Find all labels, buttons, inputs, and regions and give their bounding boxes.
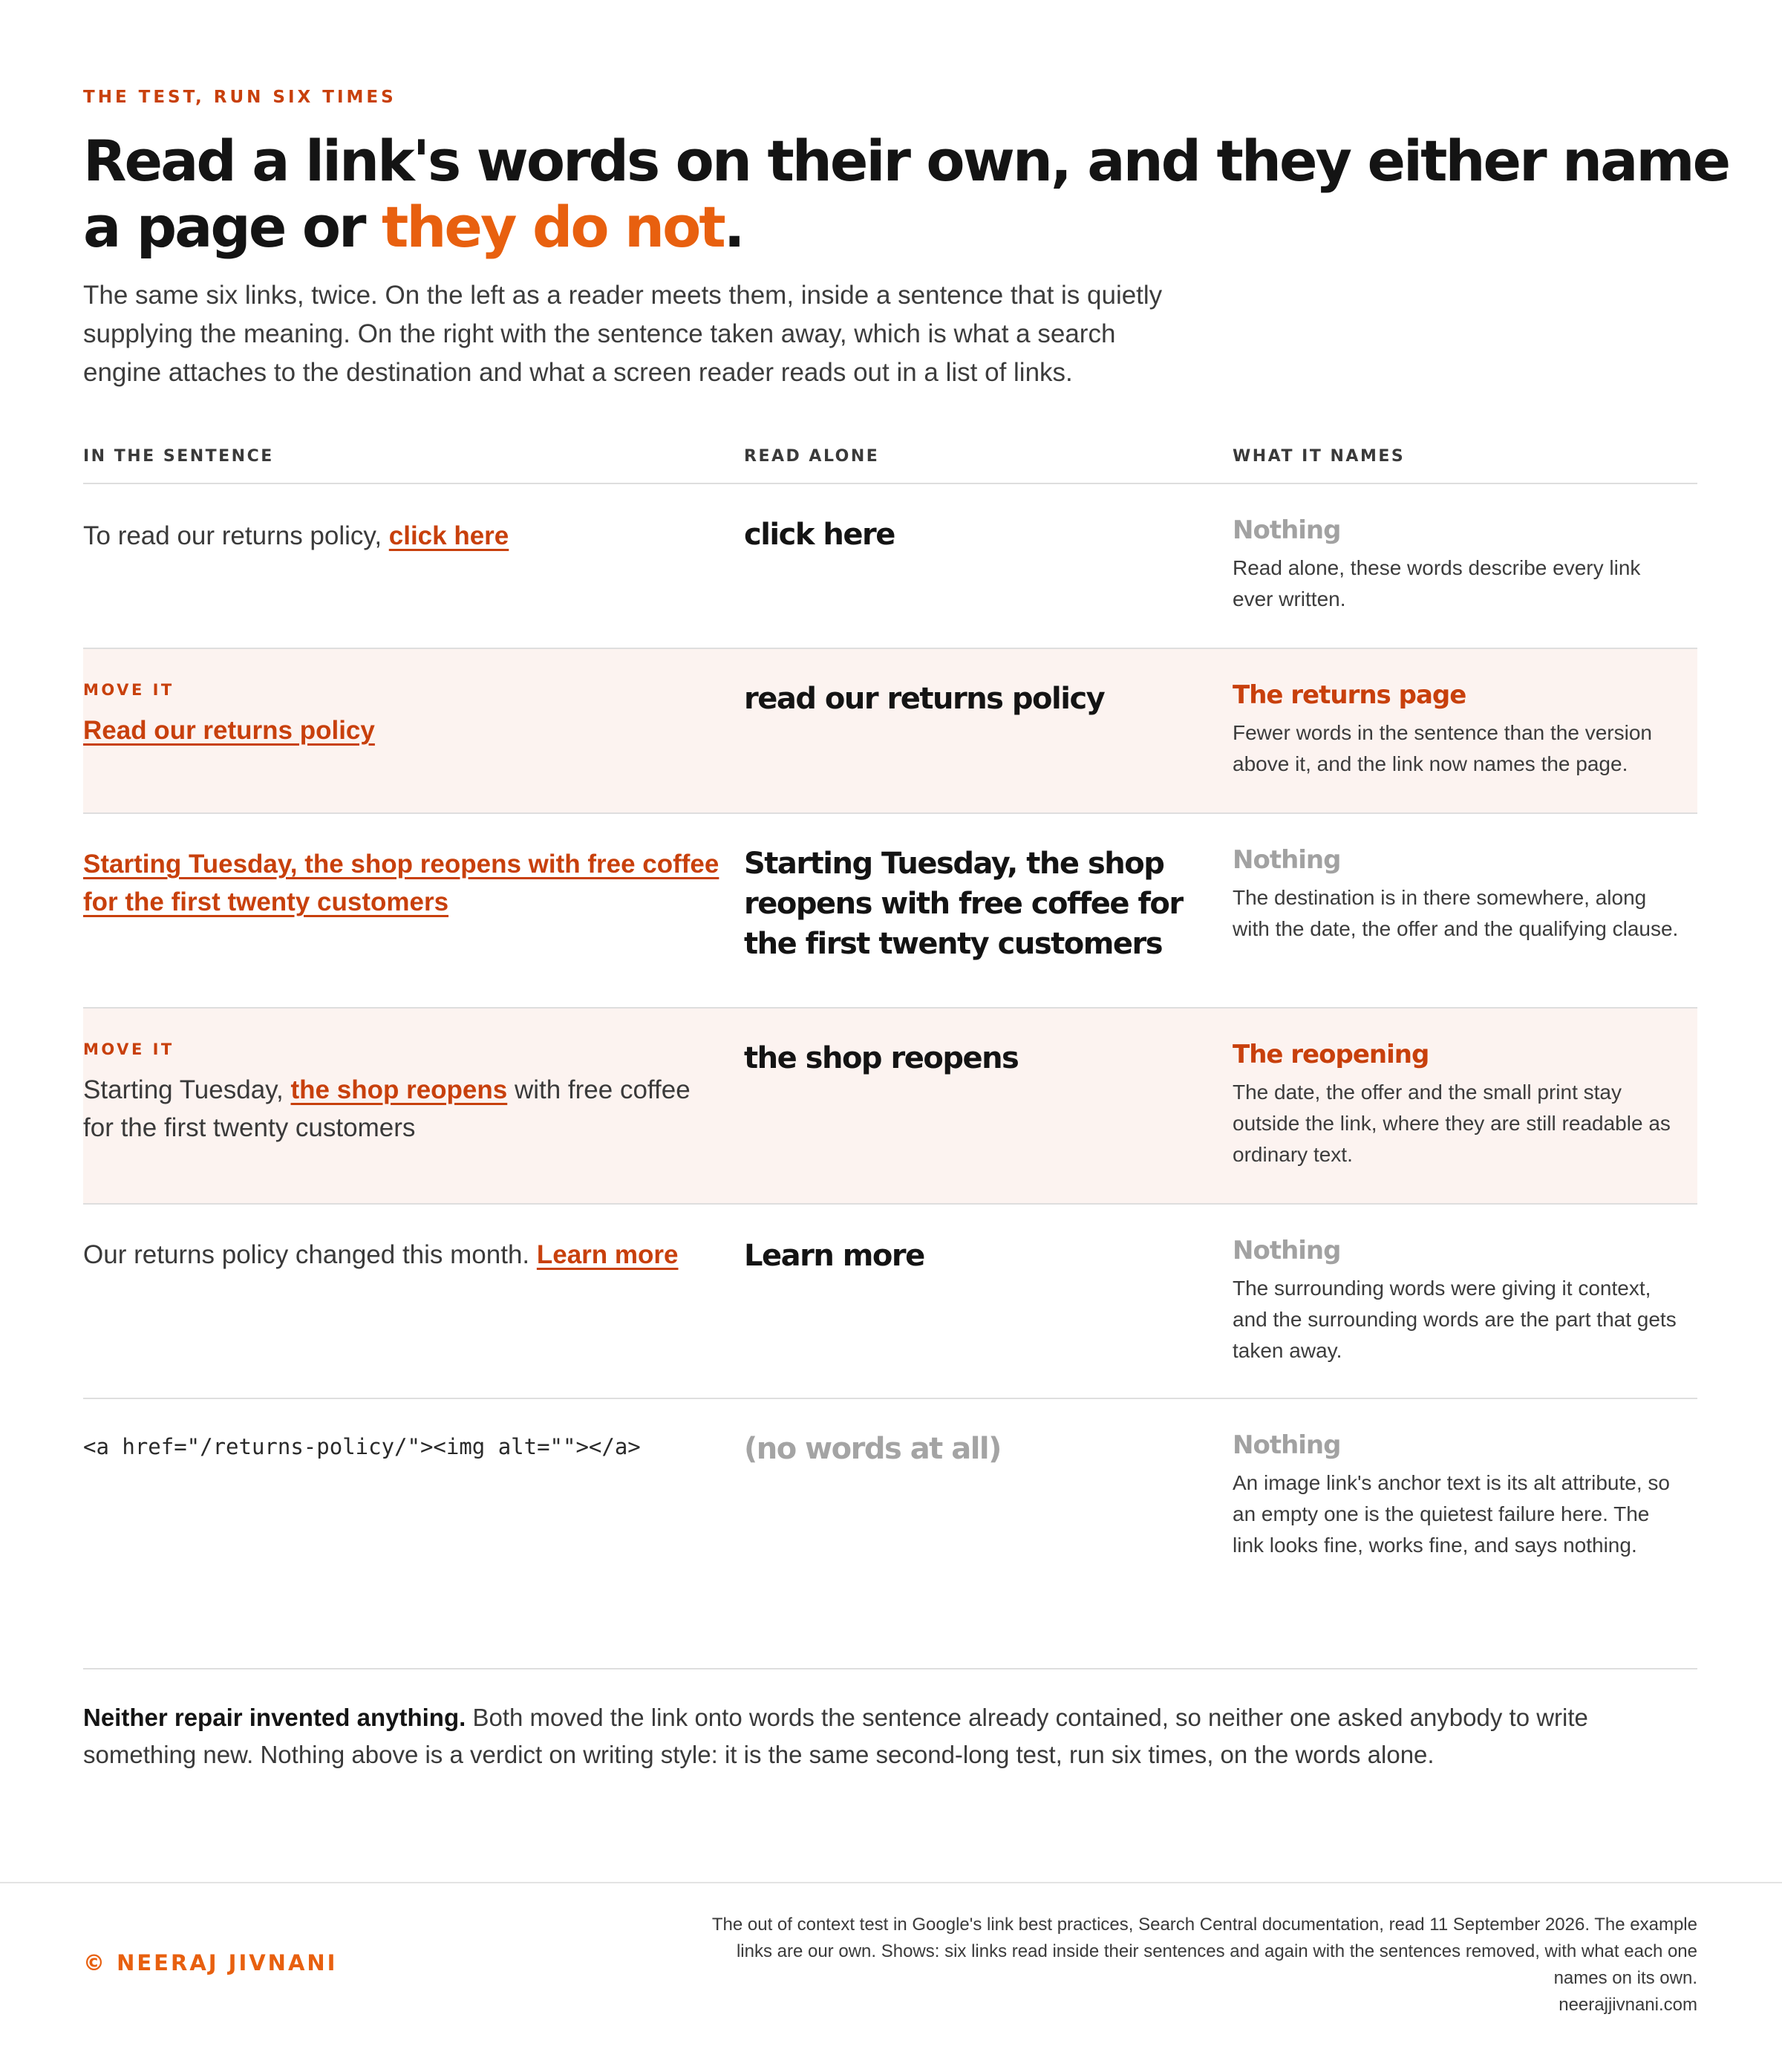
column-header-sentence: IN THE SENTENCE [83,447,274,466]
headline-main: Read a link's words on their own, and they either name a page or [83,128,1729,260]
column-header-names: WHAT IT NAMES [1233,447,1406,466]
what-it-names-cell [1233,844,1685,945]
read-alone-text: the shop reopens [744,1041,1019,1075]
what-it-names-cell [1233,514,1685,615]
table-row [83,1009,1697,1203]
read-alone-text: Starting Tuesday, the shop reopens with free coffee for the first twenty customers [744,847,1183,961]
read-alone-cell [744,515,1197,555]
table-row [83,1205,1697,1398]
sentence-text [83,1236,722,1274]
read-alone-cell [744,844,1197,964]
read-alone-cell [744,1236,1197,1276]
footer-divider [0,1882,1782,1883]
code-snippet: <a href="/returns-policy/"><img alt=""></a> [83,1434,641,1459]
sentence-link[interactable]: the shop reopens [290,1075,508,1104]
verdict: Nothing [1233,1236,1341,1265]
what-it-names-cell [1233,1038,1685,1170]
table-row [83,814,1697,1007]
sentence-text [83,845,722,921]
read-alone-cell [744,679,1197,719]
sentence-cell [83,1236,722,1274]
copyright: © NEERAJ JIVNANI [83,1950,338,1975]
move-it-label: MOVE IT [83,1040,174,1058]
sentence-cell [83,845,722,921]
intro-paragraph: The same six links, twice. On the left as a reader meets them, inside a sentence that is quietly supplying the meaning. On the right with the sentence taken away, which is what a search engine attaches to the destination and what a screen reader reads out in a list of links. [83,281,1163,387]
table-row [83,484,1697,648]
move-it-label: MOVE IT [83,681,174,699]
read-alone-cell [744,1429,1197,1469]
sentence-cell [83,679,722,749]
sentence-before: To read our returns policy, [83,521,389,550]
sentence-before: Starting Tuesday, [83,1075,291,1104]
sentence-cell [83,1430,722,1463]
kicker: THE TEST, RUN SIX TIMES [83,88,396,107]
verdict-note: The destination is in there somewhere, along with the date, the offer and the qualifying clause. [1233,886,1679,940]
closing-divider [83,1668,1697,1669]
sentence-cell [83,517,722,555]
source-note: The out of context test in Google's link best practices, Search Central documentation, read 11 September 2026. The example links are our own. Shows: six links read inside their sentences and again with the sentences removed, with what each one names on its own. [711,1915,1697,1988]
closing-text: Both moved the link onto words the sentence already contained, so neither one asked anybody to write something new. Nothing above is a verdict on writing style: it is the same second-long test, run six times, on the words alone. [83,1704,1588,1768]
sentence-link[interactable]: click here [388,521,509,550]
verdict-note: The surrounding words were giving it context, and the surrounding words are the part that gets taken away. [1233,1277,1677,1362]
sentence-link[interactable]: Learn more [536,1240,679,1269]
site-link[interactable]: neerajjivnani.com [1559,1995,1697,2015]
verdict-note: Fewer words in the sentence than the version above it, and the link now names the page. [1233,721,1652,775]
what-it-names-cell [1233,1429,1685,1561]
closing-paragraph [83,1699,1697,1773]
verdict: Nothing [1233,515,1341,545]
headline-end: . [723,194,743,260]
table-row [83,649,1697,812]
sentence-before: Our returns policy changed this month. [83,1240,537,1269]
read-alone-cell [744,1038,1197,1078]
sentence-link[interactable]: Read our returns policy [83,716,375,745]
closing-lead: Neither repair invented anything. [83,1704,466,1731]
sentence-cell [83,1038,722,1147]
column-header-alone: READ ALONE [744,447,880,466]
what-it-names-cell [1233,1234,1685,1366]
verdict-note: An image link's anchor text is its alt attribute, so an empty one is the quietest failure here. The link looks fine, works fine, and says nothing. [1233,1471,1670,1557]
read-alone-text: (no words at all) [744,1432,1001,1466]
verdict-note: The date, the offer and the small print stay outside the link, where they are still readable as ordinary text. [1233,1081,1671,1166]
sentence-text [83,711,722,749]
read-alone-text: click here [744,518,895,552]
sentence-text [83,1071,722,1147]
read-alone-text: read our returns policy [744,682,1105,716]
sentence-link[interactable]: Starting Tuesday, the shop reopens with free coffee for the first twenty customers [83,850,719,916]
table-row [83,1399,1697,1622]
verdict: Nothing [1233,845,1341,875]
read-alone-text: Learn more [744,1239,924,1273]
sentence-text [83,517,722,555]
headline-accent: they do not [382,194,724,260]
verdict: The returns page [1233,680,1466,710]
verdict-note: Read alone, these words describe every link ever written. [1233,556,1641,610]
sentence-after: with free coffee for the first twenty customers [83,1075,691,1142]
page-title [83,128,1746,260]
verdict: The reopening [1233,1040,1429,1069]
verdict: Nothing [1233,1430,1341,1460]
what-it-names-cell [1233,679,1685,780]
